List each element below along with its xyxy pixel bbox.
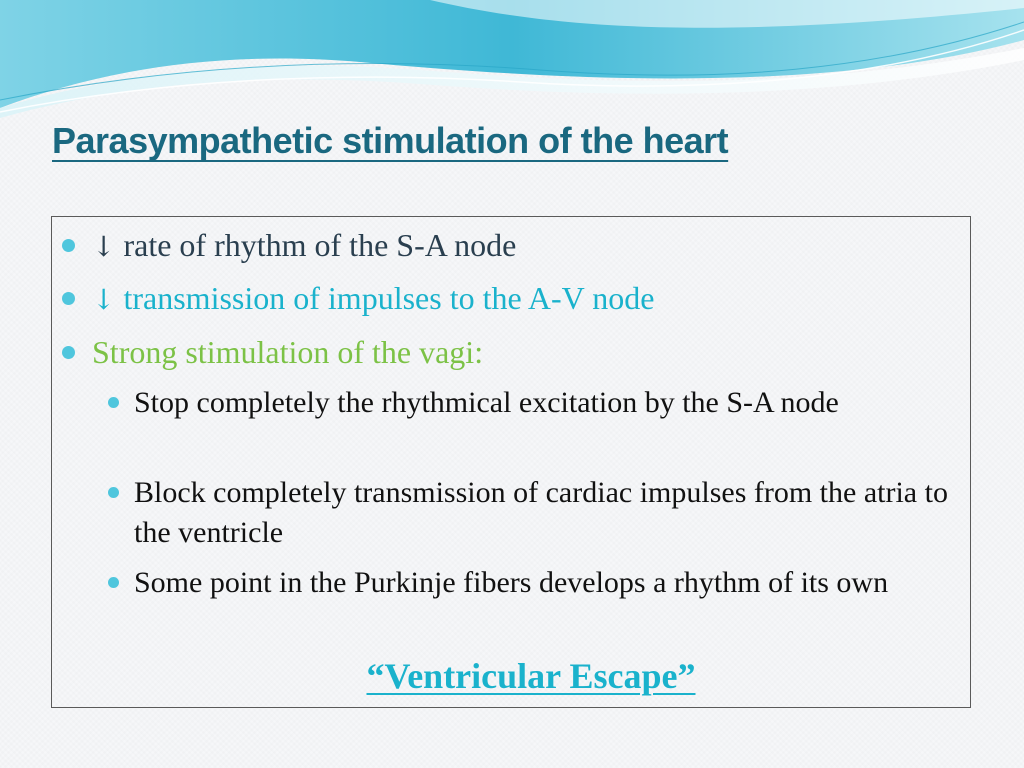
bullet-text-transmission: transmission of impulses to the A-V node [123,280,655,316]
bullet-dot-icon [62,239,75,252]
down-arrow-icon: ↓ [92,283,116,316]
decorative-wave-banner [0,0,1024,120]
bullet-dot-icon [62,292,75,305]
ventricular-escape-label: “Ventricular Escape” [366,656,696,696]
bullet-dot-icon [108,577,119,588]
sub-bullet-text: Stop completely the rhythmical excitation by the S-A node [134,386,839,419]
bullet-dot-icon [108,487,119,498]
bullet-dot-icon [108,397,119,408]
sub-bullet-text: Block completely transmission of cardiac impulses from the atria to the ventricle [134,476,948,549]
bullet-text-rate: rate of rhythm of the S-A node [123,227,517,263]
sub-bullet-text: Some point in the Purkinje fibers develops a rhythm of its own [134,566,889,599]
bullet-text-strong-stimulation: Strong stimulation of the vagi: [92,334,484,370]
slide-title: Parasympathetic stimulation of the heart [52,120,729,161]
down-arrow-icon: ↓ [92,230,116,263]
bullet-dot-icon [62,346,75,359]
content-box [51,216,971,708]
